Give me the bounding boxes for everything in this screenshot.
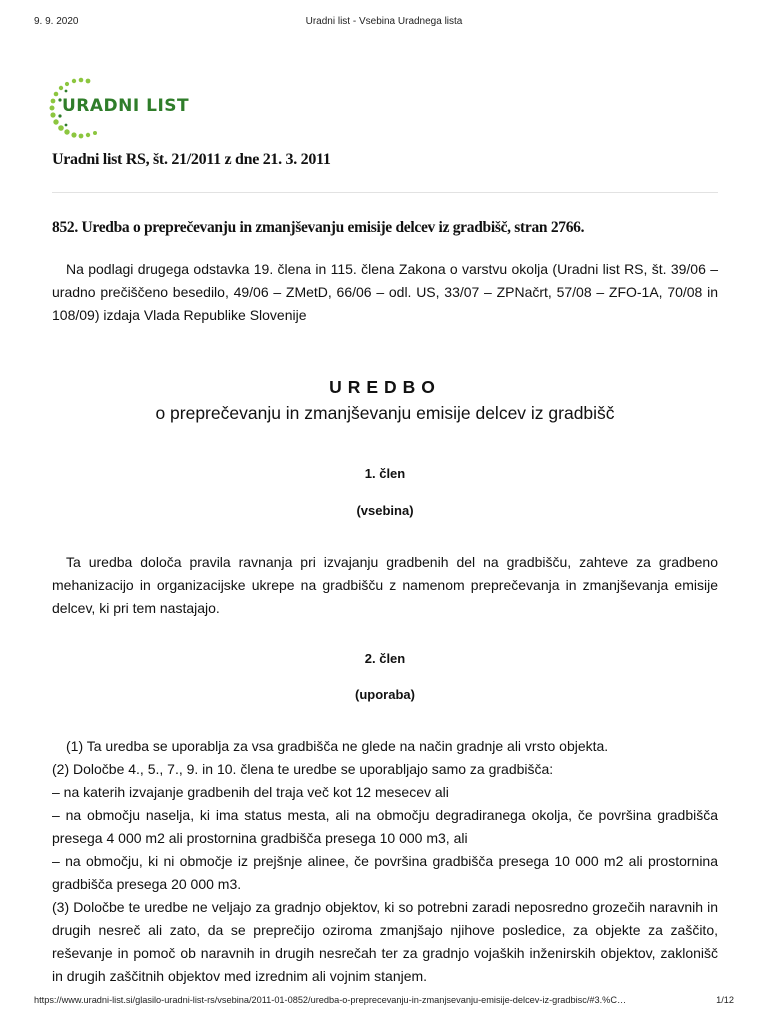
page-url-link[interactable]: https://www.uradni-list.si/glasilo-uradni-list-rs/vsebina/2011-01-0852/uredba-o-preprecevanju-in-zmanjsevanju-emisije-delcev-iz-gradbisc/#3.%C…: [34, 995, 627, 1005]
article-2-paragraph-3: (3) Določbe te uredbe ne veljajo za gradnjo objektov, ki so potrebni zaradi neposredno grozečih naravnih in drugih nesreč ali zato, da se preprečijo oziroma zmanjšajo njihove posledice, za objekte za zaščito, reševanje in pomoč ob naravnih in drugih nesrečah ter za gradnjo vojaških inženirskih objektov, zaklonišč in drugih zaščitnih objektov med izrednim ali vojnim stanjem.: [52, 899, 718, 984]
intro-paragraph: Na podlagi drugega odstavka 19. člena in 115. člena Zakona o varstvu okolja (Uradni list RS, št. 39/06 – uradno prečiščeno besedilo, 49/06 – ZMetD, 66/06 – odl. US, 33/07 – ZPNačrt, 57/08 – ZFO-1A, 70/08 in 108/09) izdaja Vlada Republike Slovenije: [52, 261, 718, 323]
print-header: [0, 16, 768, 30]
issue-heading: Uradni list RS, št. 21/2011 z dne 21. 3. 2011: [52, 151, 331, 168]
print-page-title: Uradni list - Vsebina Uradnega lista: [305, 16, 463, 27]
article-2-paragraph-2: (2) Določbe 4., 5., 7., 9. in 10. člena te uredbe se uporabljajo samo za gradbišča:: [52, 761, 554, 777]
article-2-bullet-2: – na območju naselja, ki ima status mesta, ali na območju degradiranega okolja, če površina gradbišča presega 4 000 m2 ali prostornina gradbišča presega 10 000 m3, ali: [52, 807, 718, 846]
article-2-number: 2. člen: [364, 651, 406, 666]
article-2-heading: (uporaba): [355, 687, 415, 702]
logo-text: URADNI LIST: [62, 96, 190, 116]
article-2-paragraph-1: (1) Ta uredba se uporablja za vsa gradbišča ne glede na način gradnje ali vrsto objekta.: [66, 738, 609, 754]
article-2-body: [52, 735, 718, 988]
article-1-heading: (vsebina): [356, 503, 414, 518]
decree-subtitle: o preprečevanju in zmanjševanju emisije delcev iz gradbišč: [155, 403, 615, 423]
act-title: 852. Uredba o preprečevanju in zmanjševanju emisije delcev iz gradbišč, stran 2766.: [52, 219, 585, 236]
article-1-text: Ta uredba določa pravila ravnanja pri izvajanju gradbenih del na gradbišču, zahteve za gradbeno mehanizacijo in organizacijske ukrepe na gradbišču z namenom preprečevanja in zmanjševanja emisije delcev, ki pri tem nastajajo.: [52, 554, 718, 616]
article-2-bullet-3: – na območju, ki ni območje iz prejšnje alinee, če površina gradbišča presega 10 000 m2 ali prostornina gradbišča presega 20 000 m3.: [52, 853, 718, 892]
print-footer: [0, 995, 768, 1009]
print-date: 9. 9. 2020: [34, 16, 79, 27]
article-1-number: 1. člen: [364, 466, 406, 481]
decree-title: UREDBO: [329, 377, 441, 397]
article-2-bullet-1: – na katerih izvajanje gradbenih del traja več kot 12 mesecev ali: [52, 784, 449, 800]
divider: [52, 192, 718, 193]
page-number: 1/12: [716, 995, 734, 1005]
